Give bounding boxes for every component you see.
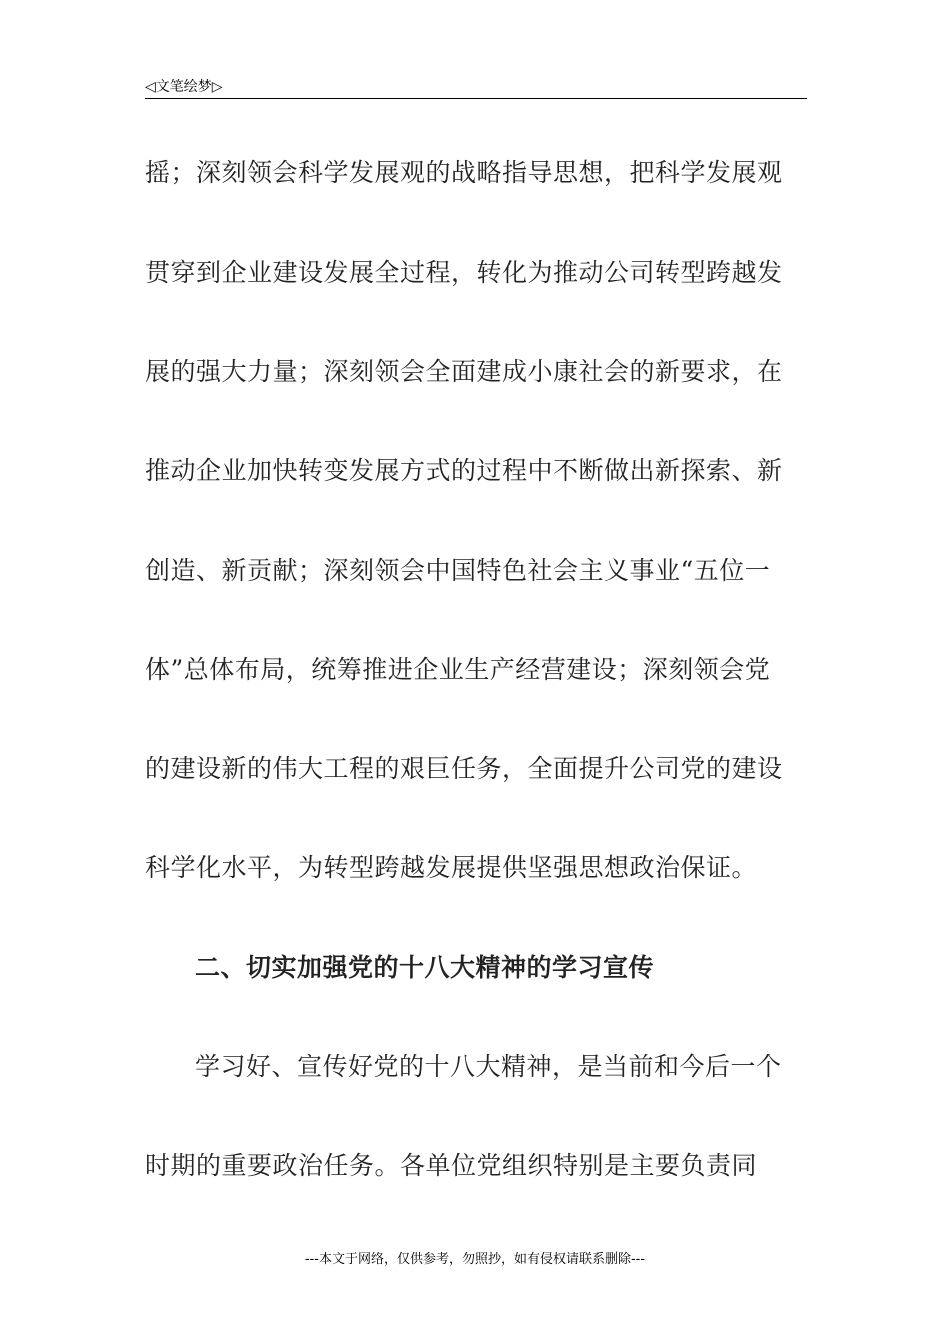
body-line-7: 的建设新的伟大工程的艰巨任务，全面提升公司党的建设: [145, 754, 783, 783]
paragraph2-line-2: 时期的重要政治任务。各单位党组织特别是主要负责同: [145, 1151, 758, 1180]
body-line-2: 贯穿到企业建设发展全过程，转化为推动公司转型跨越发: [145, 258, 783, 287]
body-line-8: 科学化水平，为转型跨越发展提供坚强思想政治保证。: [145, 853, 758, 882]
footer-disclaimer: ---本文于网络，仅供参考，勿照抄，如有侵权请联系删除---: [304, 1252, 646, 1267]
body-line-3: 展的强大力量；深刻领会全面建成小康社会的新要求，在: [145, 357, 783, 386]
page-header: [145, 74, 807, 99]
section-heading: 二、切实加强党的十八大精神的学习宣传: [195, 953, 655, 982]
paragraph2-line-1: 学习好、宣传好党的十八大精神，是当前和今后一个: [195, 1052, 782, 1081]
body-line-6: 体”总体布局，统筹推进企业生产经营建设；深刻领会党: [145, 655, 771, 684]
body-line-1: 摇；深刻领会科学发展观的战略指导思想，把科学发展观: [145, 158, 783, 187]
body-line-4: 推动企业加快转变发展方式的过程中不断做出新探索、新: [145, 456, 783, 485]
body-line-5: 创造、新贡献；深刻领会中国特色社会主义事业“五位一: [145, 556, 771, 585]
header-title: ◁文笔绘梦▷: [145, 79, 223, 95]
